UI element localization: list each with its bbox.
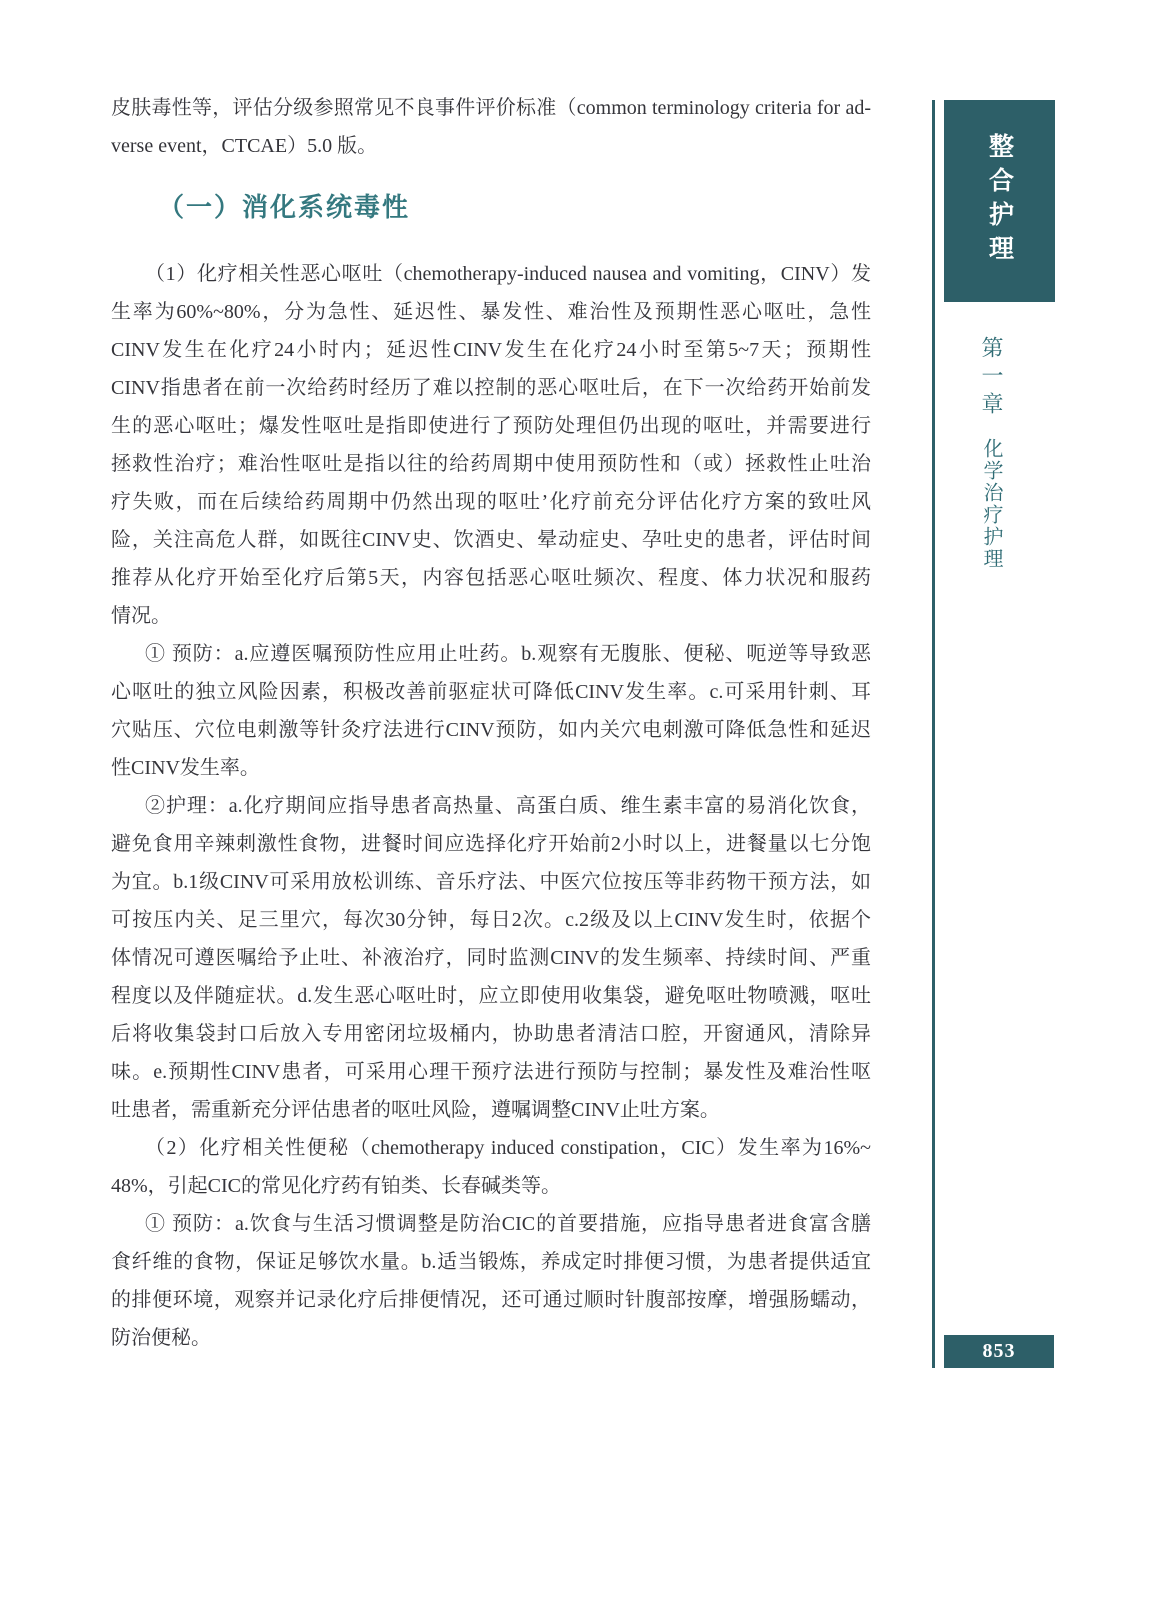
chapter-number: 第一章 xyxy=(979,336,1004,420)
text-line: 生的恶心呕吐；爆发性呕吐是指即使进行了预防处理但仍出现的呕吐，并需要进行 xyxy=(111,415,871,437)
text-line: 吐患者，需重新充分评估患者的呕吐风险，遵嘱调整CINV止吐方案。 xyxy=(111,1099,720,1121)
text-line: （1）化疗相关性恶心呕吐（chemotherapy-induced nausea and vomiting，CINV）发 xyxy=(145,263,871,285)
text-line: 性CINV发生率。 xyxy=(111,757,260,779)
text-line: 拯救性治疗；难治性呕吐是指以往的给药周期中使用预防性和（或）拯救性止吐治 xyxy=(111,453,871,475)
text-line: verse event，CTCAE）5.0 版。 xyxy=(111,135,378,157)
text-line: 后将收集袋封口后放入专用密闭垃圾桶内，协助患者清洁口腔，开窗通风，清除异 xyxy=(111,1023,871,1045)
text-line: 心呕吐的独立风险因素，积极改善前驱症状可降低CINV发生率。c.可采用针刺、耳 xyxy=(111,681,871,703)
text-line: 味。e.预期性CINV患者，可采用心理干预疗法进行预防与控制；暴发性及难治性呕 xyxy=(111,1061,871,1083)
text-line: ②护理：a.化疗期间应指导患者高热量、高蛋白质、维生素丰富的易消化饮食， xyxy=(145,795,871,817)
text-line: 推荐从化疗开始至化疗后第5天，内容包括恶心呕吐频次、程度、体力状况和服药 xyxy=(111,567,871,589)
text-line: 疗失败，而在后续给药周期中仍然出现的呕吐’化疗前充分评估化疗方案的致吐风 xyxy=(111,491,871,513)
document-body xyxy=(111,89,871,1357)
text-line: 险，关注高危人群，如既往CINV史、饮酒史、晕动症史、孕吐史的患者，评估时间 xyxy=(111,529,871,551)
section-heading: （一）消化系统毒性 xyxy=(158,192,411,222)
chapter-title: 化学治疗护理 xyxy=(980,438,1002,570)
text-line: 生率为60%~80%，分为急性、延迟性、暴发性、难治性及预期性恶心呕吐，急性 xyxy=(111,301,871,323)
text-line: 情况。 xyxy=(111,605,171,627)
page-number-badge xyxy=(944,1335,1054,1368)
text-line: 皮肤毒性等，评估分级参照常见不良事件评价标准（common terminology criteria for ad- xyxy=(111,97,871,119)
sidebar-rule xyxy=(932,100,935,1368)
text-line: ① 预防：a.饮食与生活习惯调整是防治CIC的首要措施，应指导患者进食富含膳 xyxy=(145,1213,871,1235)
text-line: 体情况可遵医嘱给予止吐、补液治疗，同时监测CINV的发生频率、持续时间、严重 xyxy=(111,947,871,969)
text-line: CINV指患者在前一次给药时经历了难以控制的恶心呕吐后，在下一次给药开始前发 xyxy=(111,377,871,399)
text-line: 程度以及伴随症状。d.发生恶心呕吐时，应立即使用收集袋，避免呕吐物喷溅，呕吐 xyxy=(111,985,871,1007)
text-line: 防治便秘。 xyxy=(111,1327,211,1349)
text-line: （2）化疗相关性便秘（chemotherapy induced constipation，CIC）发生率为16%~ xyxy=(145,1137,871,1159)
text-line: CINV发生在化疗24小时内；延迟性CINV发生在化疗24小时至第5~7天；预期性 xyxy=(111,339,871,361)
text-line: 避免食用辛辣刺激性食物，进餐时间应选择化疗开始前2小时以上，进餐量以七分饱 xyxy=(111,833,871,855)
text-line: 的排便环境，观察并记录化疗后排便情况，还可通过顺时针腹部按摩，增强肠蠕动， xyxy=(111,1289,871,1311)
text-line: 可按压内关、足三里穴，每次30分钟，每日2次。c.2级及以上CINV发生时，依据个 xyxy=(111,909,871,931)
text-line: 穴贴压、穴位电刺激等针灸疗法进行CINV预防，如内关穴电刺激可降低急性和延迟 xyxy=(111,719,871,741)
chapter-marker xyxy=(976,336,1007,570)
page-number: 853 xyxy=(982,1340,1016,1362)
edition-tab-label: 整合护理 xyxy=(985,133,1014,269)
text-line: 48%，引起CIC的常见化疗药有铂类、长春碱类等。 xyxy=(111,1175,561,1197)
edition-tab xyxy=(944,100,1055,302)
text-line: 为宜。b.1级CINV可采用放松训练、音乐疗法、中医穴位按压等非药物干预方法，如 xyxy=(111,871,871,893)
text-line: ① 预防：a.应遵医嘱预防性应用止吐药。b.观察有无腹胀、便秘、呃逆等导致恶 xyxy=(145,643,871,665)
text-line: 食纤维的食物，保证足够饮水量。b.适当锻炼，养成定时排便习惯，为患者提供适宜 xyxy=(111,1251,871,1273)
